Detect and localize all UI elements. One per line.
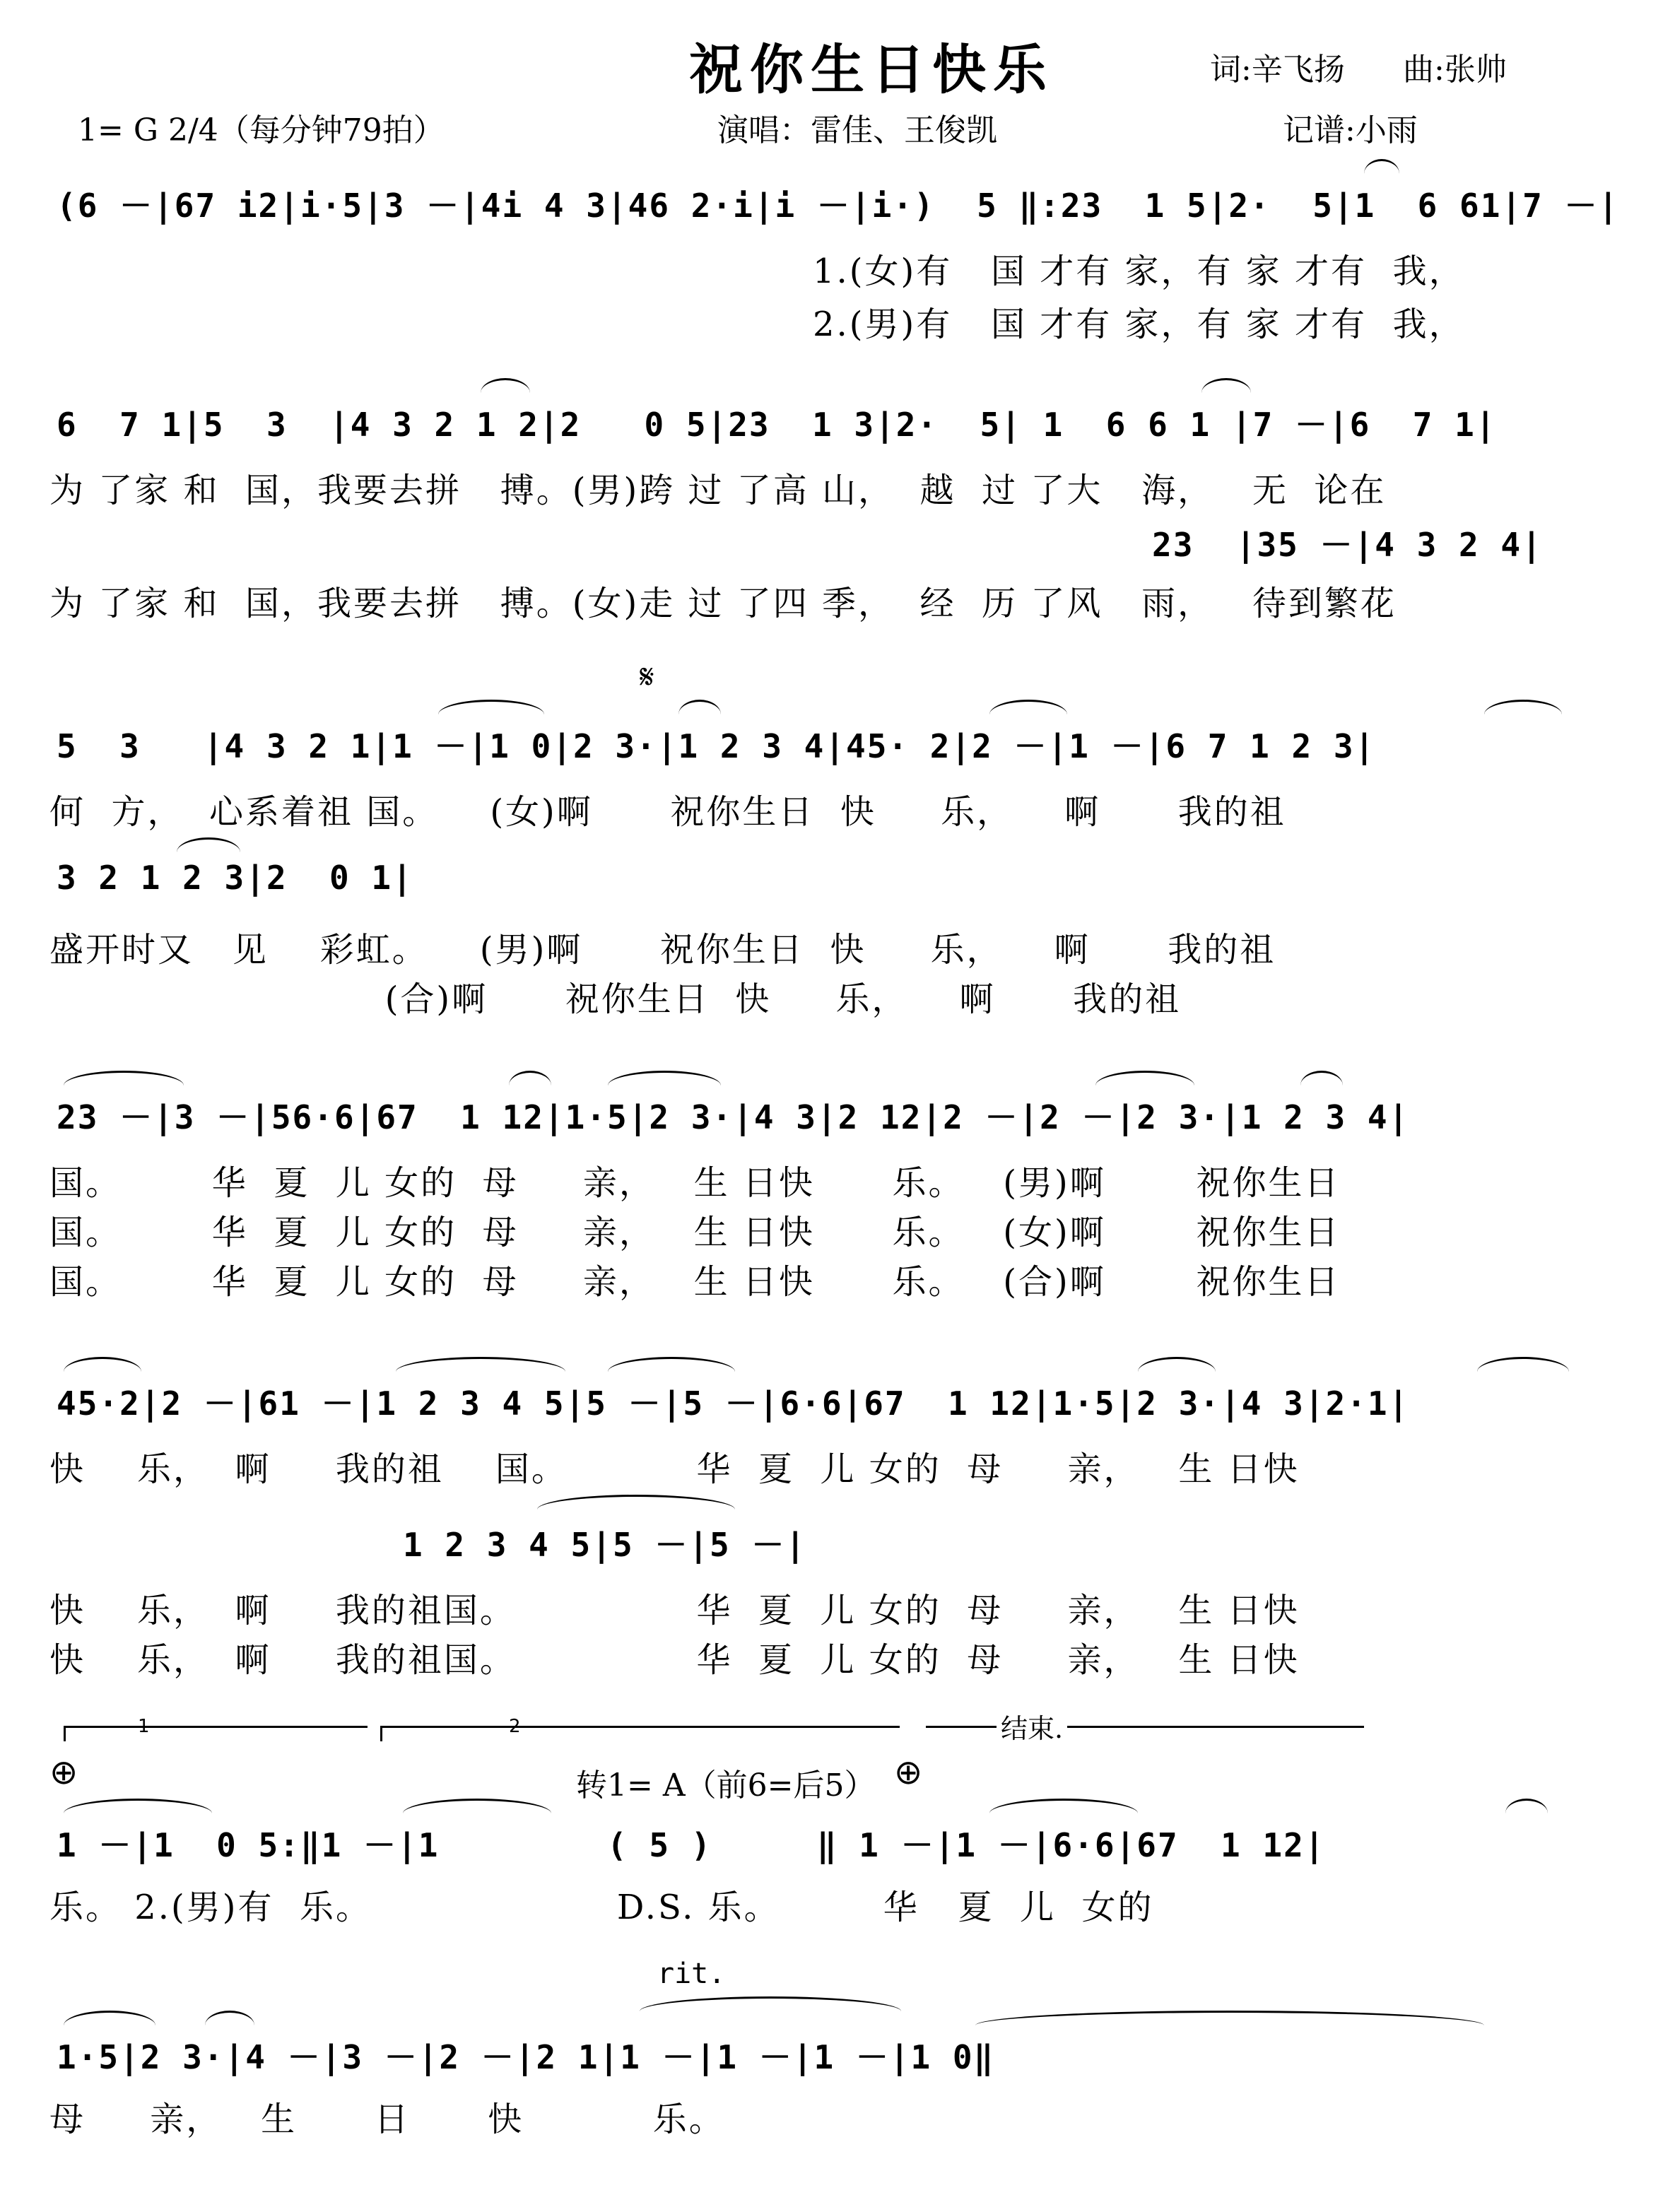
- volta-2-hook: [380, 1726, 382, 1741]
- lyric-line-5b: 快 乐， 啊 我的祖国。 华 夏 儿 女的 母 亲， 生 日快: [49, 1591, 1300, 1630]
- music-line-3: 5 3 |4 3 2 1|1 －|1 0|2 3·|1 2 3 4|45· 2|2 －|1 －|6 7 1 2 3|: [57, 727, 1376, 765]
- slur: [64, 1799, 212, 1813]
- slur: [989, 700, 1067, 714]
- lyric-line-3c: (合)啊 祝你生日 快 乐， 啊 我的祖: [49, 979, 1182, 1019]
- slur: [177, 837, 240, 852]
- lyric-line-2b: 为 了家 和 国，我要去拼 搏。(女)走 过 了四 季， 经 历 了风 雨， 待到繁花: [49, 584, 1397, 623]
- music-line-2-alt: 23 |35 －|4 3 2 4|: [1152, 526, 1543, 564]
- slur: [1095, 1071, 1194, 1086]
- volta-2: [380, 1726, 900, 1728]
- ending-bracket: [926, 1726, 1364, 1728]
- singers: 演唱：雷佳、王俊凯: [717, 112, 997, 148]
- segno-icon: 𝄋: [640, 657, 654, 697]
- modulation-label: 转1= A（前6=后5）: [576, 1767, 876, 1804]
- song-title: 祝你生日快乐: [689, 38, 1054, 101]
- lyric-line-5a: 快 乐， 啊 我的祖 国。 华 夏 儿 女的 母 亲， 生 日快: [49, 1449, 1300, 1489]
- volta-1: [64, 1726, 368, 1728]
- volta-1-hook: [64, 1726, 66, 1741]
- lyric-line-3b: 盛开时又 见 彩虹。 (男)啊 祝你生日 快 乐， 啊 我的祖: [49, 930, 1276, 970]
- slur: [438, 700, 544, 714]
- lyric-line-7: 母 亲， 生 日 快 乐。: [49, 2100, 725, 2139]
- slur: [608, 1357, 735, 1372]
- slur: [205, 2011, 254, 2025]
- slur: [1484, 700, 1562, 714]
- slur: [989, 1799, 1138, 1813]
- volta-2-number: 2: [509, 1716, 521, 1737]
- music-line-3-alt: 3 2 1 2 3|2 0 1|: [57, 859, 413, 897]
- lyric-line-4b: 国。 华 夏 儿 女的 母 亲， 生 日快 乐。 (女)啊 祝你生日: [49, 1213, 1341, 1252]
- rit-marking: rit.: [657, 1958, 726, 1990]
- lyric-line-1b: 2.(男)有 国 才有 家，有 家 才有 我，: [813, 305, 1465, 344]
- slur: [1138, 1357, 1216, 1372]
- music-line-5: 45·2|2 －|61 －|1 2 3 4 5|5 －|5 －|6·6|67 1 12|1·5|2 3·|4 3|2·1|: [57, 1384, 1410, 1423]
- music-line-4: 23 －|3 －|56·6|67 1 12|1·5|2 3·|4 3|2 12|2 －|2 －|2 3·|1 2 3 4|: [57, 1098, 1410, 1136]
- slur: [1364, 159, 1399, 174]
- slur: [975, 2011, 1484, 2025]
- volta-1-number: 1: [138, 1716, 150, 1737]
- slur: [403, 1799, 551, 1813]
- coda-icon: ⊕: [49, 1753, 78, 1792]
- slur: [481, 378, 530, 393]
- slur: [396, 1357, 565, 1372]
- lyric-line-6: 乐。 2.(男)有 乐。 D.S. 乐。 华 夏 儿 女的: [49, 1888, 1154, 1927]
- lyric-line-5c: 快 乐， 啊 我的祖国。 华 夏 儿 女的 母 亲， 生 日快: [49, 1640, 1300, 1680]
- lyric-line-2a: 为 了家 和 国，我要去拼 搏。(男)跨 过 了高 山， 越 过 了大 海， 无 论在: [49, 471, 1387, 510]
- slur: [1477, 1357, 1569, 1372]
- slur: [509, 1071, 551, 1086]
- music-line-6: 1 －|1 0 5:‖1 －|1 ( 5 ) ‖ 1 －|1 －|6·6|67 1 12|: [57, 1826, 1326, 1864]
- lyric-line-3a: 何 方， 心系着祖 国。 (女)啊 祝你生日 快 乐， 啊 我的祖: [49, 792, 1286, 832]
- slur: [64, 2011, 155, 2025]
- slur: [608, 1071, 721, 1086]
- lyric-line-4c: 国。 华 夏 儿 女的 母 亲， 生 日快 乐。 (合)啊 祝你生日: [49, 1262, 1341, 1302]
- music-line-1: (6 －|67 i2|i·5|3 －|4i 4 3|46 2·i|i －|i·) 5 ‖:23 1 5|2· 5|1 6 61|7 －|: [57, 187, 1620, 225]
- slur: [537, 1495, 735, 1510]
- slur: [1505, 1799, 1548, 1813]
- transcriber: 记谱:小雨: [1283, 112, 1418, 148]
- lyricist: 词:辛飞扬: [1210, 52, 1345, 88]
- slur: [1201, 378, 1251, 393]
- lyric-line-1a: 1.(女)有 国 才有 家，有 家 才有 我，: [813, 252, 1465, 291]
- slur: [678, 700, 721, 714]
- music-line-7: 1·5|2 3·|4 －|3 －|2 －|2 1|1 －|1 －|1 －|1 0‖: [57, 2038, 995, 2076]
- slur: [64, 1357, 141, 1372]
- coda-icon: ⊕: [894, 1753, 923, 1792]
- ending-label: 结束.: [997, 1707, 1067, 1746]
- lyric-line-4a: 国。 华 夏 儿 女的 母 亲， 生 日快 乐。 (男)啊 祝你生日: [49, 1163, 1341, 1203]
- music-line-2: 6 7 1|5 3 |4 3 2 1 2|2 0 5|23 1 3|2· 5| 1 6 6 1 |7 －|6 7 1|: [57, 406, 1497, 444]
- music-line-5-alt: 1 2 3 4 5|5 －|5 －|: [403, 1526, 807, 1564]
- slur: [1300, 1071, 1343, 1086]
- composer: 曲:张帅: [1403, 52, 1507, 88]
- slur: [64, 1071, 184, 1086]
- key-tempo: 1= G 2/4（每分钟79拍）: [78, 112, 445, 148]
- slur: [640, 1996, 901, 2011]
